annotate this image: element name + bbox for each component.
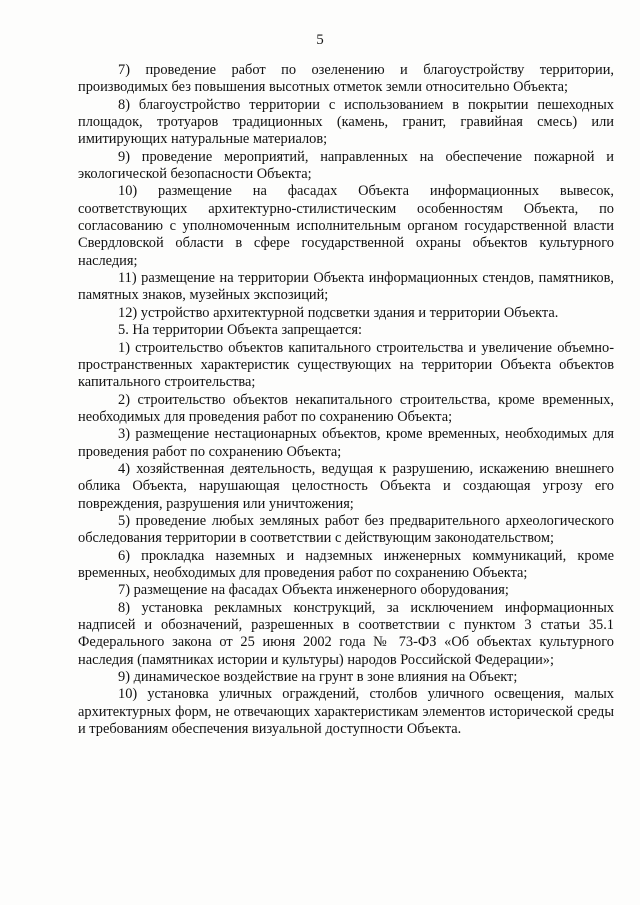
paragraph-item-12-lighting: 12) устройство архитектурной подсветки здания и территории Объекта. (118, 304, 559, 321)
section-heading-prohibited: 5. На территории Объекта запрещается: (118, 322, 362, 339)
paragraph-item-10-signage: 10) размещение на фасадах Объекта информационных вывесок, соответствующих архитектурно-стилистическим особенностям Объекта, по согласованию с уполномоченным исполнительным органом государственной власти Свердловской области в сфере государственной охраны объектов культурного наследия; (78, 183, 614, 269)
paragraph-item-11-stands: 11) размещение на территории Объекта информационных стендов, памятников, памятных знаков, музейных экспозиций; (78, 270, 614, 304)
prohibited-item-1-construction: 1) строительство объектов капитального строительства и увеличение объемно-пространственных характеристик существующих на территории Объекта объектов капитального строительства; (78, 339, 614, 391)
document-body (78, 62, 614, 738)
prohibited-item-5-earthworks: 5) проведение любых земляных работ без предварительного археологического обследования территории в соответствии с действующим законодательством; (78, 512, 614, 547)
prohibited-item-6-utilities: 6) прокладка наземных и надземных инженерных коммуникаций, кроме временных, необходимых для проведения работ по сохранению Объекта; (78, 547, 614, 581)
prohibited-item-7-equipment: 7) размещение на фасадах Объекта инженерного оборудования; (118, 582, 509, 599)
paragraph-item-7-landscaping: 7) проведение работ по озеленению и благоустройству территории, производимых без повышения высотных отметок земли относительно Объекта; (78, 62, 614, 96)
prohibited-item-2-temporary-construction: 2) строительство объектов некапитального строительства, кроме временных, необходимых для проведения работ по сохранению Объекта; (78, 391, 614, 425)
prohibited-item-4-economic-activity: 4) хозяйственная деятельность, ведущая к разрушению, искажению внешнего облика Объекта, нарушающая целостность Объекта и создающая угрозу его повреждения, разрушения или уничтожения; (78, 460, 614, 512)
prohibited-item-3-nonstationary: 3) размещение нестационарных объектов, кроме временных, необходимых для проведения работ по сохранению Объекта; (78, 426, 614, 460)
prohibited-item-8-advertising: 8) установка рекламных конструкций, за исключением информационных надписей и обозначений, разрешенных в соответствии с пунктом 3 статьи 35.1 Федерального закона от 25 июня 2002 года № 73-ФЗ «Об объектах культурного наследия (памятниках истории и культуры) народов Российской Федерации»; (78, 599, 614, 668)
paragraph-item-9-safety: 9) проведение мероприятий, направленных на обеспечение пожарной и экологической безопасности Объекта; (78, 148, 614, 183)
prohibited-item-9-dynamic-impact: 9) динамическое воздействие на грунт в зоне влияния на Объект; (118, 669, 518, 686)
page-number: 5 (316, 32, 324, 48)
prohibited-item-10-street-furniture: 10) установка уличных ограждений, столбов уличного освещения, малых архитектурных форм, не отвечающих характеристикам элементов исторической среды и требованиям обеспечения визуальной доступности Объекта. (78, 686, 614, 738)
paragraph-item-8-paving: 8) благоустройство территории с использованием в покрытии пешеходных площадок, тротуаров традиционных (камень, гранит, гравийная смесь) или имитирующих натуральные материалов; (78, 96, 614, 148)
